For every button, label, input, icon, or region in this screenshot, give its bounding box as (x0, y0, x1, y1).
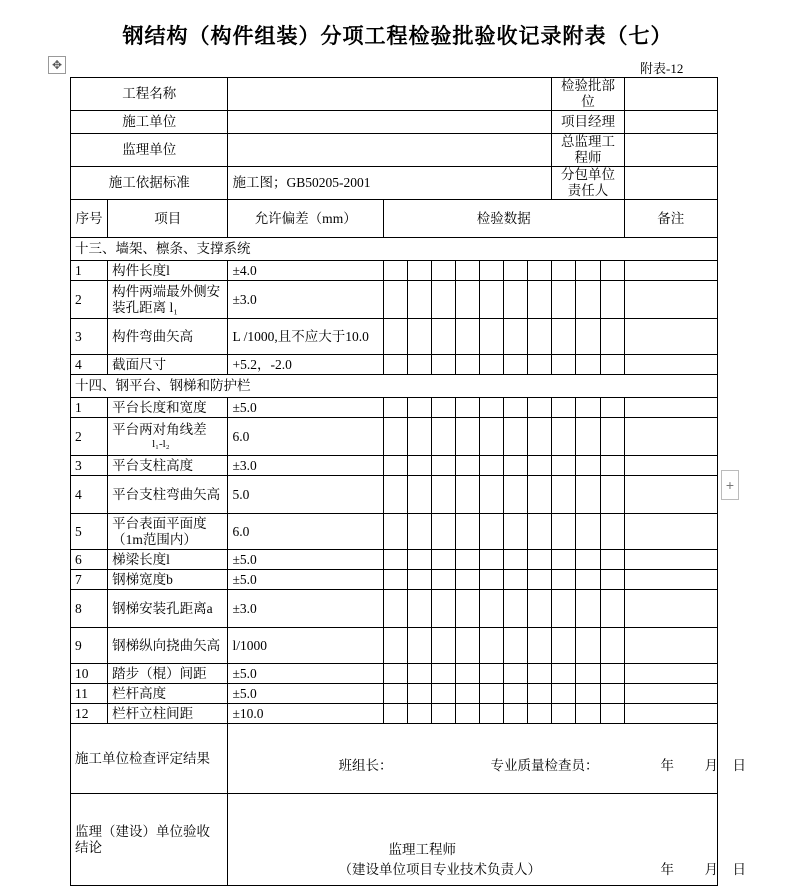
data-cell[interactable] (600, 684, 624, 704)
team-leader-label: 班组长： (338, 758, 393, 773)
table-row (71, 664, 718, 684)
data-cell[interactable] (552, 456, 576, 476)
data-cell[interactable] (383, 590, 407, 628)
data-cell[interactable] (408, 398, 432, 418)
data-cell[interactable] (456, 418, 480, 456)
data-cell[interactable] (383, 628, 407, 664)
row-number: 11 (71, 684, 108, 704)
data-cell[interactable] (504, 261, 528, 281)
data-cell[interactable] (480, 261, 504, 281)
data-cell[interactable] (552, 319, 576, 355)
table-row (71, 319, 718, 355)
data-cell[interactable] (432, 281, 456, 319)
data-cell[interactable] (383, 550, 407, 570)
data-cell[interactable] (383, 684, 407, 704)
data-cell[interactable] (552, 476, 576, 514)
data-cell[interactable] (576, 704, 600, 724)
data-cell[interactable] (600, 476, 624, 514)
data-cell[interactable] (528, 570, 552, 590)
row-item: 钢梯宽度b (108, 570, 228, 590)
row-tolerance: 5.0 (228, 476, 383, 514)
data-cell[interactable] (552, 550, 576, 570)
data-cell[interactable] (480, 456, 504, 476)
remark-cell[interactable] (624, 704, 717, 724)
data-cell[interactable] (480, 319, 504, 355)
row-item: 梯梁长度l (108, 550, 228, 570)
data-cell[interactable] (408, 550, 432, 570)
section-title: 十三、墙架、檩条、支撑系统 (71, 238, 718, 261)
data-cell[interactable] (480, 418, 504, 456)
data-cell[interactable] (383, 281, 407, 319)
data-cell[interactable] (600, 319, 624, 355)
data-cell[interactable] (383, 261, 407, 281)
data-cell[interactable] (408, 514, 432, 550)
data-cell[interactable] (528, 664, 552, 684)
annex-number: 附表-12 (640, 61, 684, 76)
data-cell[interactable] (456, 261, 480, 281)
data-cell[interactable] (456, 570, 480, 590)
data-cell[interactable] (576, 281, 600, 319)
row-number: 12 (71, 704, 108, 724)
row-item: 构件弯曲矢高 (108, 319, 228, 355)
data-cell[interactable] (504, 570, 528, 590)
data-cell[interactable] (432, 664, 456, 684)
data-cell[interactable] (480, 684, 504, 704)
row-tolerance: ±5.0 (228, 398, 383, 418)
data-cell[interactable] (408, 664, 432, 684)
data-cell[interactable] (408, 628, 432, 664)
data-cell[interactable] (552, 281, 576, 319)
supervision-unit-field[interactable] (228, 134, 552, 167)
data-cell[interactable] (456, 684, 480, 704)
data-cell[interactable] (432, 550, 456, 570)
data-cell[interactable] (504, 628, 528, 664)
col-tolerance: 允许偏差（mm） (228, 200, 383, 238)
inspection-part-label: 检验批部位 (552, 78, 624, 111)
month-label: 月 (704, 862, 718, 877)
data-cell[interactable] (456, 628, 480, 664)
data-cell[interactable] (504, 704, 528, 724)
data-cell[interactable] (576, 684, 600, 704)
data-cell[interactable] (528, 418, 552, 456)
row-number: 9 (71, 628, 108, 664)
day-label: 日 (732, 758, 746, 773)
data-cell[interactable] (456, 514, 480, 550)
remark-cell[interactable] (624, 550, 717, 570)
remark-cell[interactable] (624, 456, 717, 476)
data-cell[interactable] (504, 319, 528, 355)
data-cell[interactable] (408, 476, 432, 514)
remark-cell[interactable] (624, 261, 717, 281)
construction-unit-field[interactable] (228, 111, 552, 134)
data-cell[interactable] (383, 398, 407, 418)
remark-cell[interactable] (624, 355, 717, 375)
standard-label: 施工依据标准 (71, 167, 228, 200)
data-cell[interactable] (600, 418, 624, 456)
data-cell[interactable] (504, 664, 528, 684)
project-name-label: 工程名称 (71, 78, 228, 111)
data-cell[interactable] (504, 476, 528, 514)
data-cell[interactable] (552, 418, 576, 456)
table-row (71, 456, 718, 476)
data-cell[interactable] (432, 261, 456, 281)
supervision-conclusion-cell[interactable] (228, 794, 746, 886)
section-title: 十四、钢平台、钢梯和防护栏 (71, 375, 718, 398)
row-number: 3 (71, 456, 108, 476)
data-cell[interactable] (456, 281, 480, 319)
data-cell[interactable] (432, 319, 456, 355)
data-cell[interactable] (576, 628, 600, 664)
data-cell[interactable] (528, 476, 552, 514)
chief-supervisor-field[interactable] (624, 134, 717, 167)
data-cell[interactable] (383, 456, 407, 476)
data-cell[interactable] (432, 684, 456, 704)
row-item: 栏杆高度 (108, 684, 228, 704)
row-number: 1 (71, 261, 108, 281)
row-tolerance: 6.0 (228, 418, 383, 456)
data-cell[interactable] (504, 418, 528, 456)
data-cell[interactable] (432, 570, 456, 590)
data-cell[interactable] (576, 261, 600, 281)
row-number: 7 (71, 570, 108, 590)
row-number: 3 (71, 319, 108, 355)
data-cell[interactable] (480, 281, 504, 319)
row-tolerance: ±3.0 (228, 281, 383, 319)
data-cell[interactable] (600, 664, 624, 684)
data-cell[interactable] (383, 476, 407, 514)
row-number: 10 (71, 664, 108, 684)
standard-value[interactable]: 施工图；GB50205-2001 (228, 167, 552, 200)
data-cell[interactable] (432, 418, 456, 456)
table-row (71, 628, 718, 664)
row-item: 截面尺寸 (108, 355, 228, 375)
data-cell[interactable] (552, 398, 576, 418)
remark-cell[interactable] (624, 664, 717, 684)
page-title: 钢结构（构件组装）分项工程检验批验收记录附表（七） (122, 24, 673, 48)
data-cell[interactable] (456, 550, 480, 570)
section1-body (71, 261, 718, 375)
row-item-text: 平台两对角线差 (112, 421, 207, 437)
data-cell[interactable] (576, 476, 600, 514)
project-manager-field[interactable] (624, 111, 717, 134)
data-cell[interactable] (383, 704, 407, 724)
data-cell[interactable] (383, 514, 407, 550)
supervision-engineer-label: 监理工程师 (388, 842, 456, 857)
row-tolerance: ±10.0 (228, 704, 383, 724)
data-cell[interactable] (552, 261, 576, 281)
row-item: 构件两端最外侧安装孔距离 l₁ (108, 281, 228, 319)
remark-cell[interactable] (624, 684, 717, 704)
data-cell[interactable] (432, 704, 456, 724)
data-cell[interactable] (383, 418, 407, 456)
table-row (71, 684, 718, 704)
data-cell[interactable] (408, 684, 432, 704)
data-cell[interactable] (504, 684, 528, 704)
row-tolerance: ±5.0 (228, 684, 383, 704)
data-cell[interactable] (528, 628, 552, 664)
data-cell[interactable] (600, 550, 624, 570)
data-cell[interactable] (576, 418, 600, 456)
data-cell[interactable] (528, 261, 552, 281)
row-tolerance: ±3.0 (228, 590, 383, 628)
supervision-unit-label: 监理单位 (71, 134, 228, 167)
row-number: 1 (71, 398, 108, 418)
data-cell[interactable] (576, 664, 600, 684)
data-cell[interactable] (576, 319, 600, 355)
data-cell[interactable] (408, 418, 432, 456)
data-cell[interactable] (552, 570, 576, 590)
owner-tech-label: （建设单位项目专业技术负责人） (338, 862, 541, 877)
data-cell[interactable] (528, 398, 552, 418)
row-item: 平台长度和宽度 (108, 398, 228, 418)
data-cell[interactable] (600, 628, 624, 664)
project-manager-label: 项目经理 (552, 111, 624, 134)
data-cell[interactable] (432, 628, 456, 664)
inspection-part-field[interactable] (624, 78, 717, 111)
data-cell[interactable] (480, 704, 504, 724)
data-cell[interactable] (504, 281, 528, 319)
remark-cell[interactable] (624, 514, 717, 550)
table-row (71, 590, 718, 628)
supervision-conclusion-label: 监理（建设）单位验收结论 (71, 794, 228, 886)
data-cell[interactable] (408, 704, 432, 724)
table-row (71, 704, 718, 724)
row-tolerance: l/1000 (228, 628, 383, 664)
data-cell[interactable] (552, 704, 576, 724)
data-cell[interactable] (600, 570, 624, 590)
row-item: 平台支柱弯曲矢高 (108, 476, 228, 514)
data-cell[interactable] (456, 704, 480, 724)
data-cell[interactable] (576, 514, 600, 550)
data-cell[interactable] (456, 456, 480, 476)
data-cell[interactable] (576, 570, 600, 590)
row-number: 2 (71, 418, 108, 456)
project-name-field[interactable] (228, 78, 552, 111)
data-cell[interactable] (456, 319, 480, 355)
col-remark: 备注 (624, 200, 717, 238)
data-cell[interactable] (600, 355, 624, 375)
quality-inspector-label: 专业质量检查员： (490, 758, 599, 773)
data-cell[interactable] (576, 550, 600, 570)
col-data: 检验数据 (383, 200, 624, 238)
data-cell[interactable] (480, 514, 504, 550)
inspection-grid (70, 77, 746, 886)
data-cell[interactable] (528, 281, 552, 319)
data-cell[interactable] (480, 590, 504, 628)
table-row (71, 355, 718, 375)
row-item: 栏杆立柱间距 (108, 704, 228, 724)
data-cell[interactable] (432, 456, 456, 476)
chief-supervisor-label: 总监理工程师 (552, 134, 624, 167)
data-cell[interactable] (528, 514, 552, 550)
data-cell[interactable] (480, 355, 504, 375)
data-cell[interactable] (528, 319, 552, 355)
data-cell[interactable] (480, 628, 504, 664)
data-cell[interactable] (600, 590, 624, 628)
data-cell[interactable] (576, 456, 600, 476)
data-cell[interactable] (600, 514, 624, 550)
data-cell[interactable] (456, 398, 480, 418)
data-cell[interactable] (432, 590, 456, 628)
day-label: 日 (732, 862, 746, 877)
data-cell[interactable] (600, 261, 624, 281)
data-cell[interactable] (456, 664, 480, 684)
row-item: 钢梯纵向挠曲矢高 (108, 628, 228, 664)
data-cell[interactable] (552, 514, 576, 550)
data-cell[interactable] (408, 456, 432, 476)
data-cell[interactable] (600, 456, 624, 476)
row-tolerance: ±5.0 (228, 550, 383, 570)
construction-check-label: 施工单位检查评定结果 (71, 724, 228, 794)
row-tolerance: +5.2，-2.0 (228, 355, 383, 375)
row-number: 5 (71, 514, 108, 550)
year-label: 年 (660, 862, 674, 877)
section2-body (71, 398, 718, 724)
data-cell[interactable] (408, 319, 432, 355)
data-cell[interactable] (600, 398, 624, 418)
data-cell[interactable] (456, 355, 480, 375)
remark-cell[interactable] (624, 628, 717, 664)
row-tolerance: ±5.0 (228, 570, 383, 590)
data-cell[interactable] (528, 456, 552, 476)
row-item (108, 418, 228, 456)
col-seq: 序号 (71, 200, 108, 238)
remark-cell[interactable] (624, 590, 717, 628)
data-cell[interactable] (480, 398, 504, 418)
year-label: 年 (660, 758, 674, 773)
data-cell[interactable] (383, 664, 407, 684)
data-cell[interactable] (408, 590, 432, 628)
data-cell[interactable] (408, 570, 432, 590)
remark-cell[interactable] (624, 281, 717, 319)
table-row (71, 418, 718, 456)
row-number: 4 (71, 476, 108, 514)
row-number: 6 (71, 550, 108, 570)
row-number: 4 (71, 355, 108, 375)
data-cell[interactable] (600, 704, 624, 724)
data-cell[interactable] (383, 355, 407, 375)
data-cell[interactable] (552, 355, 576, 375)
data-cell[interactable] (383, 570, 407, 590)
data-cell[interactable] (504, 590, 528, 628)
data-cell[interactable] (480, 570, 504, 590)
data-cell[interactable] (504, 456, 528, 476)
data-cell[interactable] (576, 398, 600, 418)
data-cell[interactable] (528, 704, 552, 724)
row-item: 钢梯安装孔距离a (108, 590, 228, 628)
data-cell[interactable] (408, 261, 432, 281)
data-cell[interactable] (383, 319, 407, 355)
row-item: 踏步（棍）间距 (108, 664, 228, 684)
row-number: 8 (71, 590, 108, 628)
row-tolerance: ±5.0 (228, 664, 383, 684)
table-row (71, 281, 718, 319)
row-number: 2 (71, 281, 108, 319)
row-tolerance: L /1000,且不应大于10.0 (228, 319, 383, 355)
table-row (71, 398, 718, 418)
table-row (71, 570, 718, 590)
remark-cell[interactable] (624, 570, 717, 590)
remark-cell[interactable] (624, 398, 717, 418)
data-cell[interactable] (552, 684, 576, 704)
data-cell[interactable] (432, 355, 456, 375)
remark-cell[interactable] (624, 418, 717, 456)
data-cell[interactable] (552, 628, 576, 664)
data-cell[interactable] (504, 550, 528, 570)
row-tolerance: 6.0 (228, 514, 383, 550)
data-cell[interactable] (528, 355, 552, 375)
data-cell[interactable] (528, 590, 552, 628)
data-cell[interactable] (576, 590, 600, 628)
col-item: 项目 (108, 200, 228, 238)
data-cell[interactable] (528, 684, 552, 704)
data-cell[interactable] (432, 514, 456, 550)
add-column-icon[interactable]: + (721, 470, 739, 500)
data-cell[interactable] (432, 398, 456, 418)
row-item-subscript: l₁-l₂ (152, 437, 170, 450)
data-cell[interactable] (408, 281, 432, 319)
row-item: 平台支柱高度 (108, 456, 228, 476)
data-cell[interactable] (456, 590, 480, 628)
data-cell[interactable] (552, 664, 576, 684)
data-cell[interactable] (504, 514, 528, 550)
data-cell[interactable] (408, 355, 432, 375)
data-cell[interactable] (552, 590, 576, 628)
data-cell[interactable] (576, 355, 600, 375)
row-item: 构件长度l (108, 261, 228, 281)
data-cell[interactable] (504, 355, 528, 375)
data-cell[interactable] (600, 281, 624, 319)
data-cell[interactable] (480, 664, 504, 684)
table-row (71, 550, 718, 570)
row-tolerance: ±4.0 (228, 261, 383, 281)
subcontractor-field[interactable] (624, 167, 717, 200)
table-row (71, 476, 718, 514)
data-cell[interactable] (456, 476, 480, 514)
table-row (71, 261, 718, 281)
construction-unit-label: 施工单位 (71, 111, 228, 134)
remark-cell[interactable] (624, 319, 717, 355)
table-row (71, 514, 718, 550)
month-label: 月 (704, 758, 718, 773)
construction-check-cell[interactable] (228, 724, 746, 794)
data-cell[interactable] (480, 476, 504, 514)
data-cell[interactable] (432, 476, 456, 514)
row-item: 平台表面平面度（1m范围内） (108, 514, 228, 550)
data-cell[interactable] (480, 550, 504, 570)
remark-cell[interactable] (624, 476, 717, 514)
data-cell[interactable] (504, 398, 528, 418)
row-tolerance: ±3.0 (228, 456, 383, 476)
table-move-handle-icon[interactable]: ✥ (48, 56, 66, 74)
data-cell[interactable] (528, 550, 552, 570)
subcontractor-label: 分包单位责任人 (552, 167, 624, 200)
